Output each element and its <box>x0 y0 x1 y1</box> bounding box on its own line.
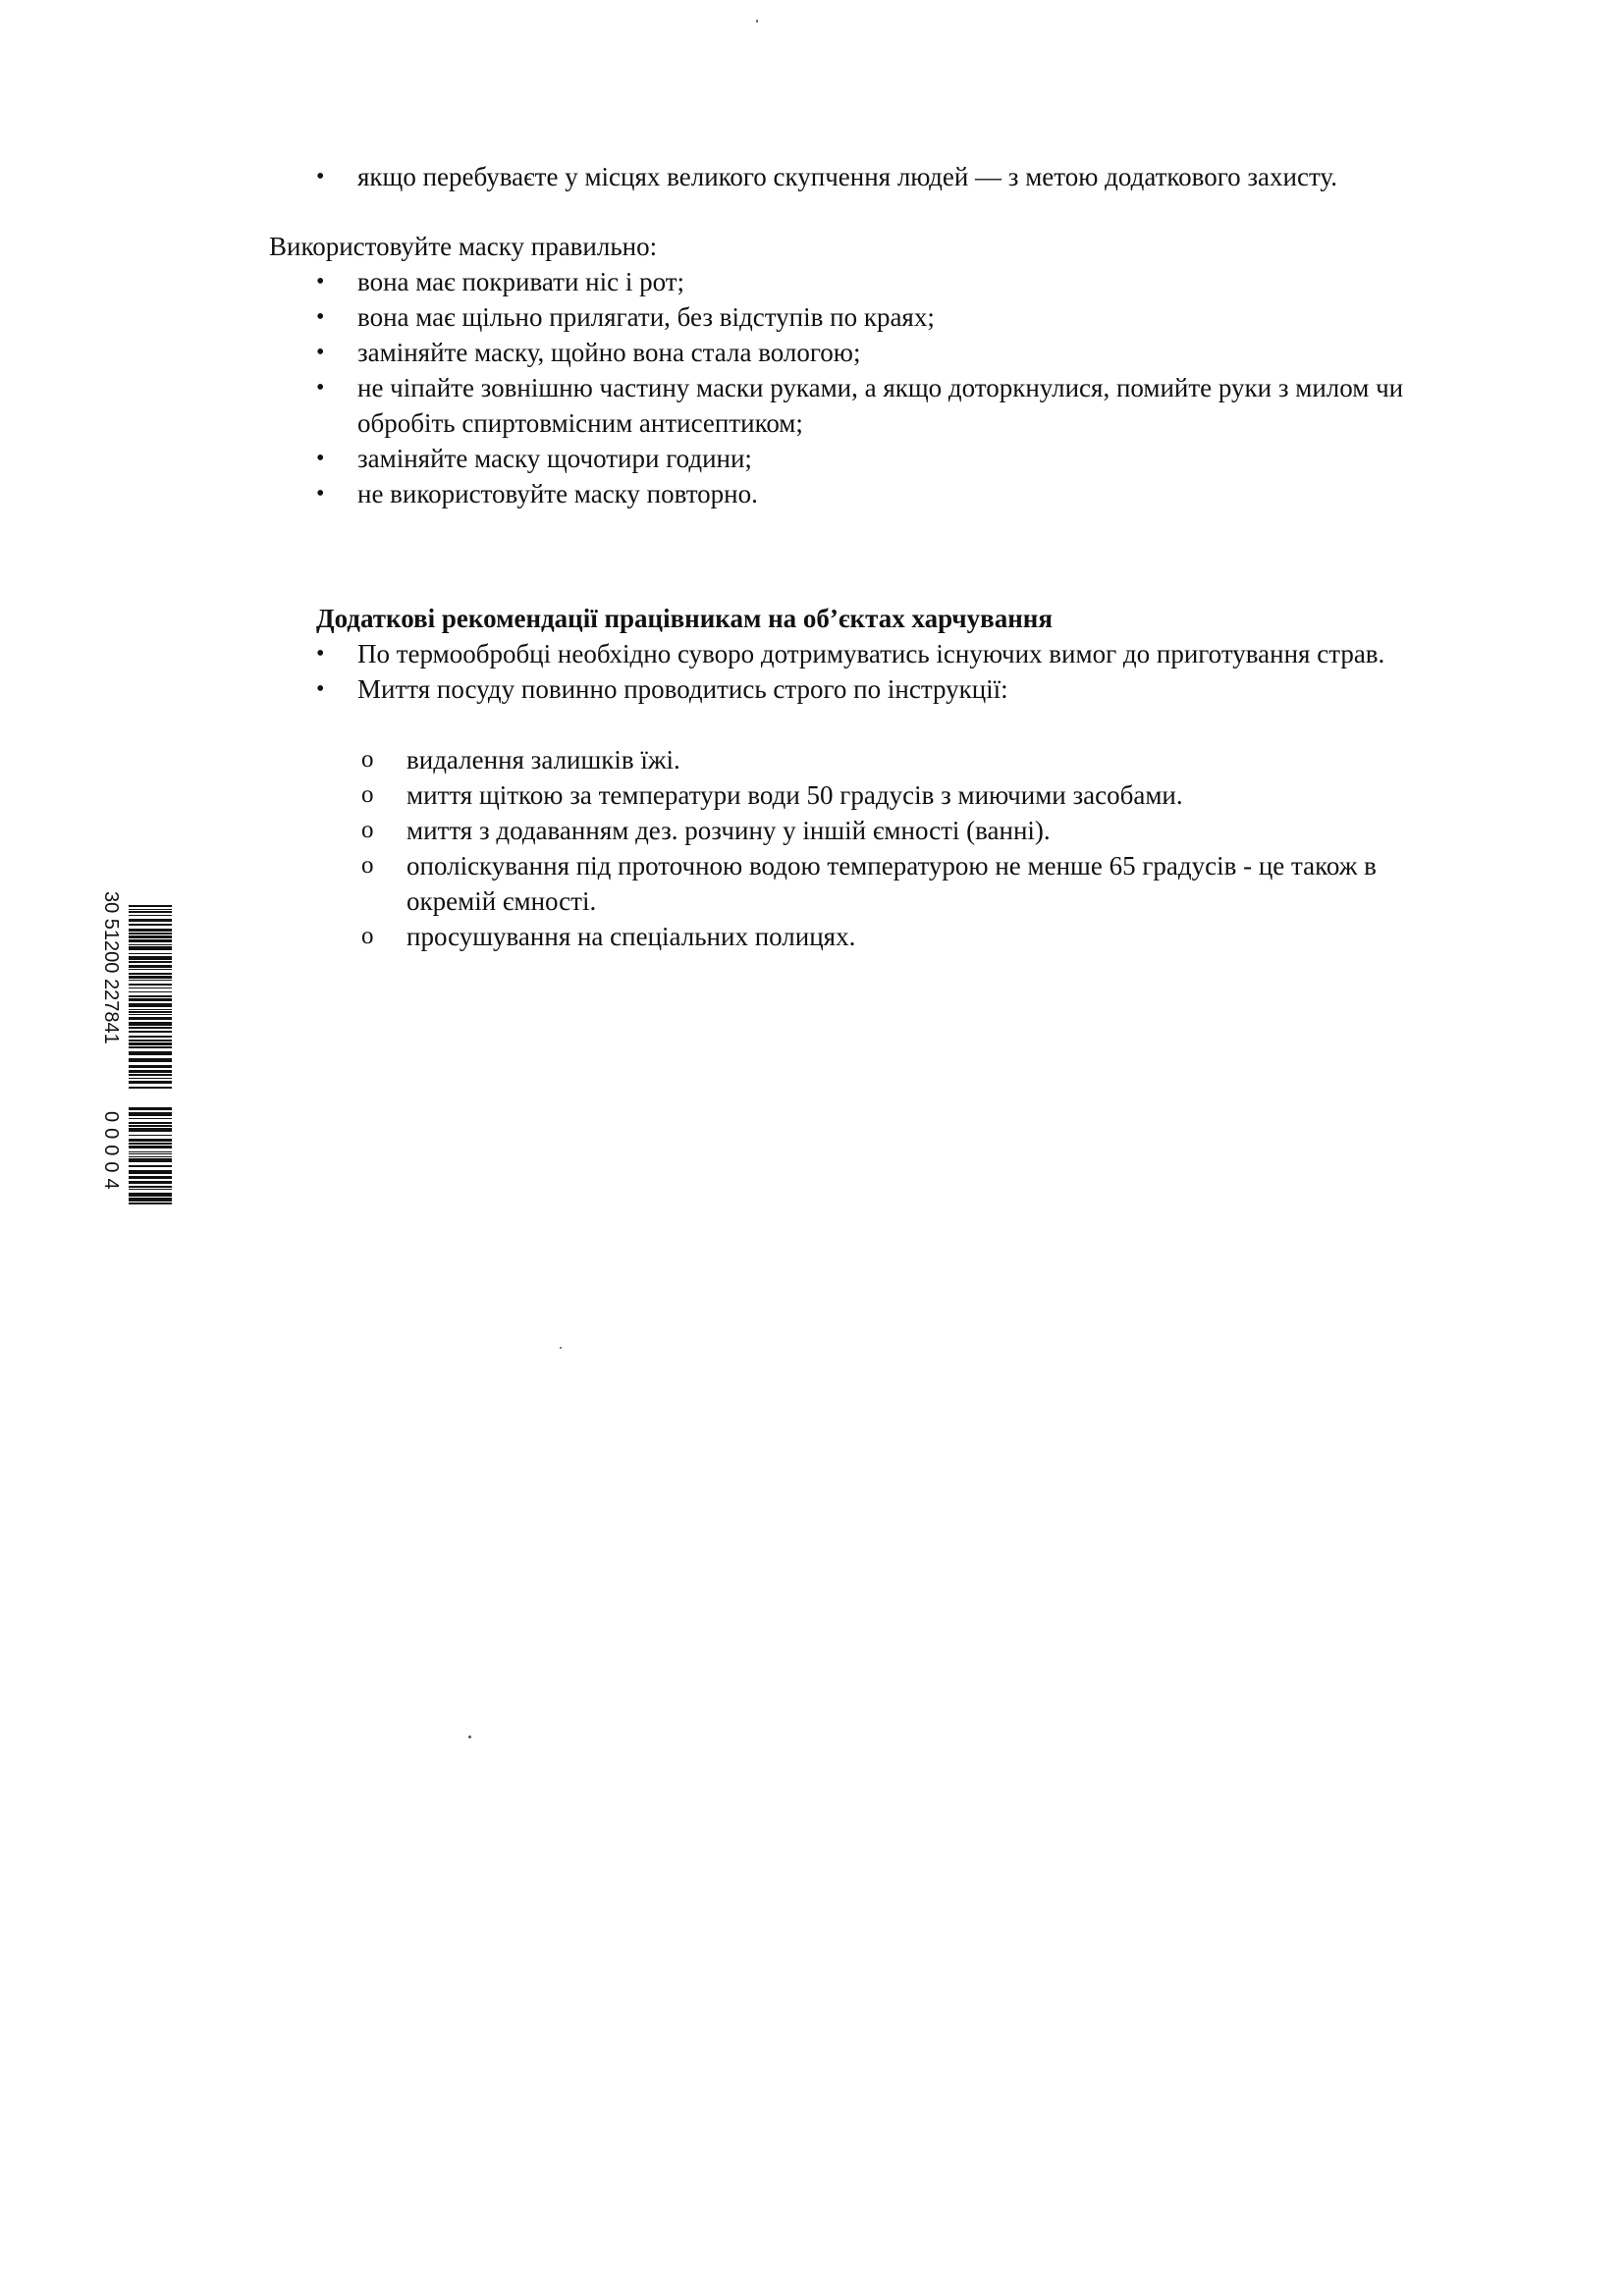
barcode-bar <box>129 961 172 963</box>
sub-list-item <box>357 848 1437 919</box>
list-item <box>312 299 1432 335</box>
barcode-bar <box>129 1186 172 1188</box>
bullet-marker: • <box>316 164 325 189</box>
list-item-text: По термообробці необхідно суворо дотримуватись існуючих вимог до приготування страв. <box>357 639 1385 668</box>
barcode-number-suffix: 00004 <box>100 1111 122 1196</box>
sub-bullet-marker: o <box>361 746 374 773</box>
sub-list-item <box>357 777 1437 813</box>
barcode-bar <box>129 1139 172 1142</box>
bullet-marker: • <box>316 375 325 400</box>
barcode-bar <box>129 1014 172 1015</box>
barcode-bar <box>129 1112 172 1116</box>
list-item-text: не чіпайте зовнішню частину маски руками, а якщо доторкнулися, помийте руки з милом чи обробіть спиртовмісним антисептиком; <box>357 373 1404 438</box>
barcode-bar <box>129 1158 172 1162</box>
list-item-text: вона має щільно прилягати, без відступів по краях; <box>357 302 935 332</box>
list-item <box>312 370 1432 441</box>
bullet-marker: • <box>316 340 325 365</box>
sub-list-item <box>357 813 1437 848</box>
barcode-bar <box>129 1193 172 1197</box>
barcode-bar <box>129 973 172 975</box>
barcode-bar <box>129 1107 172 1110</box>
barcode-bar <box>129 1081 172 1084</box>
bullet-marker: • <box>316 641 325 667</box>
barcode-bar <box>129 998 172 1001</box>
barcode-stamp <box>93 883 176 1207</box>
barcode-bar <box>129 1011 172 1013</box>
barcode-bar <box>129 1031 172 1033</box>
list-item <box>312 441 1432 476</box>
list-item-text: заміняйте маску, щойно вона стала вологою; <box>357 338 861 367</box>
sub-list-item-text: просушування на спеціальних полицях. <box>406 922 856 951</box>
list-item-text: не використовуйте маску повторно. <box>357 479 758 508</box>
barcode-bar <box>129 1153 172 1154</box>
barcode-bar <box>129 946 172 950</box>
sub-bullet-marker: o <box>361 923 374 949</box>
list-item-text: якщо перебуваєте у місцях великого скупчення людей — з метою додаткового захисту. <box>357 162 1337 191</box>
barcode-bar <box>129 1036 172 1038</box>
barcode-bar <box>129 1181 172 1184</box>
barcode-bar <box>129 1198 172 1201</box>
sub-bullet-marker: o <box>361 817 374 843</box>
barcode-bar <box>129 1156 172 1157</box>
list-item <box>312 671 1432 707</box>
barcode-bar <box>129 1135 172 1136</box>
barcode-bar <box>129 1202 172 1204</box>
barcode-bar <box>129 911 172 913</box>
barcode-bar <box>129 991 172 992</box>
barcode-bar <box>129 944 172 945</box>
barcode-bar <box>129 939 172 942</box>
barcode-bar <box>129 980 172 981</box>
barcode-bar <box>129 1022 172 1026</box>
barcode-bar <box>129 1070 172 1073</box>
barcode-bar <box>129 905 172 907</box>
barcode-bar <box>129 909 172 910</box>
list-item <box>312 264 1432 299</box>
sub-bullet-marker: o <box>361 852 374 879</box>
protection-list <box>312 159 1432 194</box>
bullet-marker: • <box>316 304 325 330</box>
mask-usage-heading: Використовуйте маску правильно: <box>269 232 658 261</box>
barcode-bar <box>129 1143 172 1145</box>
barcode-bar <box>129 1128 172 1132</box>
list-item <box>312 159 1432 194</box>
barcode-bar <box>129 1122 172 1124</box>
sub-list-item <box>357 919 1437 954</box>
barcode-bar <box>129 965 172 968</box>
barcode-bar <box>129 1074 172 1076</box>
barcode-number-main: 30 51200 227841 <box>100 891 122 1044</box>
barcode-bar <box>129 1151 172 1152</box>
barcode-bar <box>129 1040 172 1041</box>
barcode-bar <box>129 1003 172 1007</box>
barcode-bar <box>129 995 172 997</box>
bullet-marker: • <box>316 481 325 507</box>
barcode-bar <box>129 919 172 922</box>
barcode-bar <box>129 1118 172 1119</box>
barcode-bars-main <box>129 905 172 1089</box>
barcode-bar <box>129 933 172 934</box>
barcode-bar <box>129 1078 172 1079</box>
barcode-bar <box>129 1017 172 1020</box>
barcode-bar <box>129 1176 172 1179</box>
sub-bullet-marker: o <box>361 781 374 808</box>
list-item-text: вона має покривати ніс і рот; <box>357 267 685 296</box>
barcode-bar <box>129 1046 172 1048</box>
barcode-bar <box>129 976 172 979</box>
barcode-bar <box>129 1027 172 1029</box>
sub-list-item-text: видалення залишків їжі. <box>406 745 680 774</box>
barcode-bar <box>129 1058 172 1062</box>
barcode-bar <box>129 929 172 932</box>
mask-rules-list <box>312 264 1432 511</box>
barcode-bar <box>129 1125 172 1127</box>
sub-list-item-text: миття з додаванням дез. розчину у іншій ємності (ванні). <box>406 816 1051 845</box>
barcode-bar <box>129 956 172 960</box>
list-item <box>312 335 1432 370</box>
barcode-bar <box>129 1189 172 1190</box>
barcode-bar <box>129 953 172 954</box>
scan-speck <box>468 1735 471 1738</box>
barcode-bar <box>129 1065 172 1068</box>
bullet-marker: • <box>316 676 325 702</box>
sub-list-item-text: ополіскування під проточною водою температурою не менше 65 градусів - це також в окремій ємності. <box>406 851 1377 916</box>
barcode-bar <box>129 969 172 970</box>
recommendations-list <box>312 636 1432 707</box>
barcode-bar <box>129 1170 172 1174</box>
list-item <box>312 476 1432 511</box>
barcode-bar <box>129 1087 172 1089</box>
barcode-bars-suffix <box>129 1107 172 1204</box>
sub-list-item <box>357 742 1437 777</box>
bullet-marker: • <box>316 446 325 471</box>
list-item-text: Миття посуду повинно проводитись строго по інструкції: <box>357 674 1008 704</box>
barcode-bar <box>129 1042 172 1045</box>
barcode-bar <box>129 935 172 938</box>
barcode-bar <box>129 1146 172 1148</box>
scan-speck <box>560 1347 562 1349</box>
section-heading: Додаткові рекомендації працівникам на об’єктах харчування <box>316 604 1053 633</box>
list-item <box>312 636 1432 671</box>
barcode-bar <box>129 1165 172 1167</box>
sub-list-item-text: миття щіткою за температури води 50 градусів з миючими засобами. <box>406 780 1183 810</box>
washing-steps-list <box>357 742 1437 954</box>
barcode-bar <box>129 1009 172 1010</box>
barcode-bar <box>129 915 172 916</box>
barcode-icon <box>93 883 176 1207</box>
list-item-text: заміняйте маску щочотири години; <box>357 444 752 473</box>
bullet-marker: • <box>316 269 325 294</box>
barcode-bar <box>129 1051 172 1055</box>
barcode-bar <box>129 924 172 926</box>
barcode-bar <box>129 984 172 986</box>
scan-speck <box>756 20 758 23</box>
